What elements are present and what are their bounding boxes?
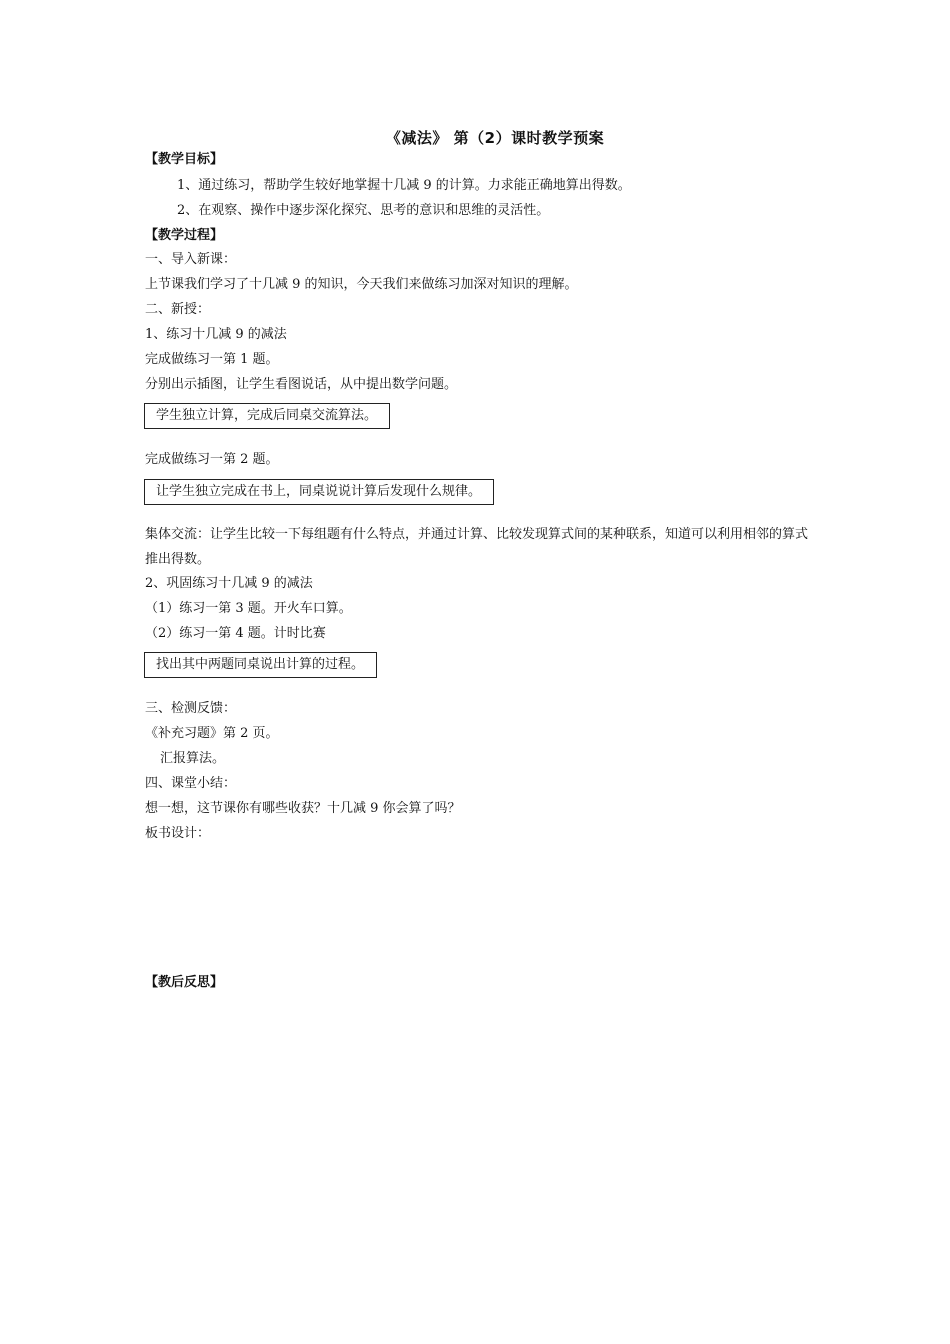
goal-2: 2、在观察、操作中逐步深化探究、思考的意识和思维的灵活性。 (177, 203, 550, 218)
item-1-heading: 1、练习十几减 9 的减法 (145, 327, 287, 342)
item-2-text-b: （2）练习一第 4 题。计时比赛 (145, 626, 326, 641)
section-3-text-a: 《补充习题》第 2 页。 (145, 726, 279, 741)
section-2-heading: 二、新授： (145, 302, 211, 317)
reflection-heading: 【教后反思】 (145, 975, 224, 990)
item-2-text-a: （1）练习一第 3 题。开火车口算。 (145, 601, 352, 616)
boxed-note-3: 找出其中两题同桌说出计算的过程。 (144, 652, 377, 678)
boxed-note-2: 让学生独立完成在书上，同桌说说计算后发现什么规律。 (144, 479, 494, 505)
item-2-heading: 2、巩固练习十几减 9 的减法 (145, 576, 313, 591)
item-1-text-c: 完成做练习一第 2 题。 (145, 452, 279, 467)
section-1-text: 上节课我们学习了十几减 9 的知识，今天我们来做练习加深对知识的理解。 (145, 277, 578, 292)
boxed-note-1: 学生独立计算，完成后同桌交流算法。 (144, 403, 390, 429)
section-3-text-b: 汇报算法。 (160, 751, 226, 766)
board-design-label: 板书设计： (145, 826, 211, 841)
section-4-text: 想一想，这节课你有哪些收获？十几减 9 你会算了吗？ (145, 801, 461, 816)
section-1-heading: 一、导入新课： (145, 252, 237, 267)
item-1-text-a: 完成做练习一第 1 题。 (145, 352, 279, 367)
document-title: 《减法》 第（2）课时教学预案 (385, 129, 605, 147)
goals-heading: 【教学目标】 (145, 152, 224, 167)
process-heading: 【教学过程】 (145, 228, 224, 243)
item-1-text-b: 分别出示插图，让学生看图说话，从中提出数学问题。 (145, 377, 458, 392)
section-3-heading: 三、检测反馈： (145, 701, 237, 716)
exchange-paragraph: 集体交流：让学生比较一下每组题有什么特点，并通过计算、比较发现算式间的某种联系，知道可以利用相邻的算式推出得数。 (145, 527, 809, 567)
section-4-heading: 四、课堂小结： (145, 776, 237, 791)
goal-1: 1、通过练习，帮助学生较好地掌握十几减 9 的计算。力求能正确地算出得数。 (177, 178, 631, 193)
